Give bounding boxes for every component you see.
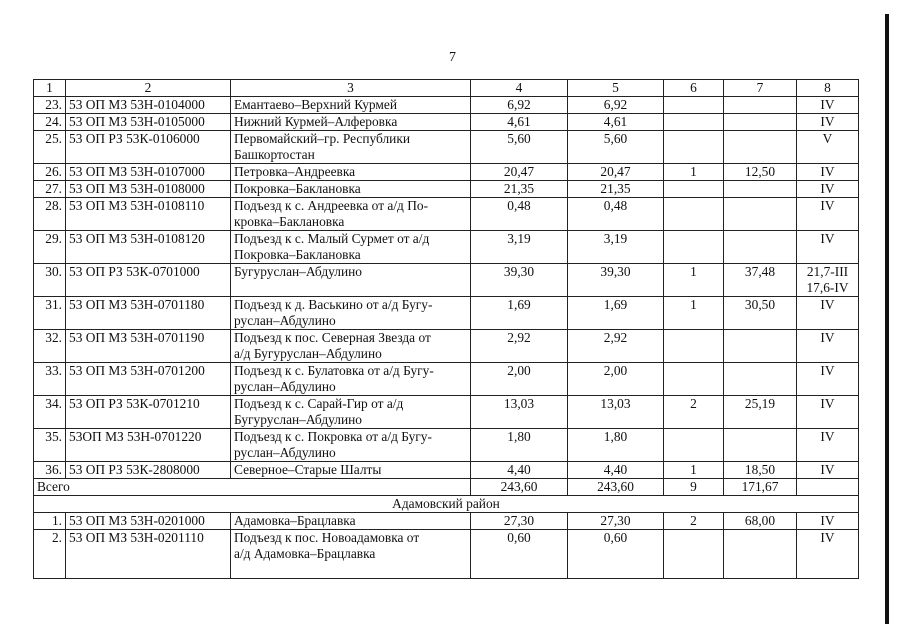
row-number: 28. <box>34 198 66 231</box>
column-header: 7 <box>724 80 797 97</box>
road-name-line: Бугуруслан–Абдулино <box>234 264 362 279</box>
bridges-count <box>664 97 724 114</box>
road-category <box>797 462 859 479</box>
length-total: 1,69 <box>471 297 568 330</box>
length-col5: 1,80 <box>568 429 664 462</box>
road-category <box>797 530 859 579</box>
road-category <box>797 131 859 164</box>
road-name <box>231 131 471 164</box>
bridges-count: 1 <box>664 297 724 330</box>
total-label: Всего <box>34 479 471 496</box>
road-category-line: IV <box>820 97 835 112</box>
road-name-line: кровка–Баклановка <box>234 214 345 229</box>
table-row <box>34 396 859 429</box>
total-category <box>797 479 859 496</box>
row-number: 24. <box>34 114 66 131</box>
length-total: 0,48 <box>471 198 568 231</box>
bridges-count <box>664 114 724 131</box>
road-category-line: IV <box>820 530 835 545</box>
row-number: 1. <box>34 513 66 530</box>
length-col5: 4,61 <box>568 114 664 131</box>
bridges-count <box>664 530 724 579</box>
length-col5: 20,47 <box>568 164 664 181</box>
road-code: 53 ОП МЗ 53Н-0108000 <box>66 181 231 198</box>
table-row <box>34 530 859 579</box>
length-col5: 2,92 <box>568 330 664 363</box>
road-name-line: Подъезд к пос. Северная Звезда от <box>234 330 431 345</box>
length-col5: 13,03 <box>568 396 664 429</box>
road-name-line: а/д Бугуруслан–Абдулино <box>234 346 382 361</box>
road-category <box>797 114 859 131</box>
bridges-length: 30,50 <box>724 297 797 330</box>
row-number: 25. <box>34 131 66 164</box>
bridges-length <box>724 198 797 231</box>
road-name-line: Петровка–Андреевка <box>234 164 356 179</box>
road-name-line: Северное–Старые Шалты <box>234 462 382 477</box>
road-category-line: IV <box>820 363 835 378</box>
road-name-line: Подъезд к с. Булатовка от а/д Бугу- <box>234 363 434 378</box>
road-category-line: IV <box>820 164 835 179</box>
row-number: 35. <box>34 429 66 462</box>
length-total: 27,30 <box>471 513 568 530</box>
bridges-count: 1 <box>664 462 724 479</box>
column-header: 5 <box>568 80 664 97</box>
bridges-count: 1 <box>664 164 724 181</box>
road-name <box>231 429 471 462</box>
bridges-count <box>664 363 724 396</box>
road-name <box>231 231 471 264</box>
bridges-length <box>724 530 797 579</box>
road-name-line: Бугуруслан–Абдулино <box>234 412 362 427</box>
column-header: 8 <box>797 80 859 97</box>
road-code: 53 ОП МЗ 53Н-0701190 <box>66 330 231 363</box>
total-bridges-count: 9 <box>664 479 724 496</box>
road-name <box>231 396 471 429</box>
row-number: 34. <box>34 396 66 429</box>
bridges-count <box>664 181 724 198</box>
length-total: 4,40 <box>471 462 568 479</box>
road-category-line: IV <box>820 198 835 213</box>
bridges-count <box>664 429 724 462</box>
row-number: 32. <box>34 330 66 363</box>
table-row <box>34 198 859 231</box>
page-edge-rule <box>885 14 889 624</box>
row-number: 33. <box>34 363 66 396</box>
road-code: 53 ОП МЗ 53Н-0108110 <box>66 198 231 231</box>
length-total: 0,60 <box>471 530 568 579</box>
length-col5: 27,30 <box>568 513 664 530</box>
column-header: 1 <box>34 80 66 97</box>
road-code: 53 ОП МЗ 53Н-0201110 <box>66 530 231 579</box>
road-name-line: руслан–Абдулино <box>234 379 336 394</box>
table-header-row <box>34 80 859 97</box>
length-total: 20,47 <box>471 164 568 181</box>
bridges-length: 18,50 <box>724 462 797 479</box>
length-total: 4,61 <box>471 114 568 131</box>
road-category-line: IV <box>820 114 835 129</box>
bridges-count <box>664 330 724 363</box>
road-category-line: IV <box>820 396 835 411</box>
road-name-line: Первомайский–гр. Республики <box>234 131 411 146</box>
total-row <box>34 479 859 496</box>
road-category <box>797 181 859 198</box>
table-row <box>34 330 859 363</box>
road-name-line: Подъезд к с. Андреевка от а/д По- <box>234 198 429 213</box>
bridges-length <box>724 231 797 264</box>
length-total: 2,00 <box>471 363 568 396</box>
road-category-line: IV <box>820 330 835 345</box>
table-row <box>34 513 859 530</box>
bridges-count: 2 <box>664 513 724 530</box>
table-row <box>34 462 859 479</box>
bridges-length <box>724 363 797 396</box>
road-name <box>231 330 471 363</box>
row-number: 23. <box>34 97 66 114</box>
road-name-line: Башкортостан <box>234 147 315 162</box>
district-title: Адамовский район <box>34 496 859 513</box>
column-header: 3 <box>231 80 471 97</box>
road-code: 53 ОП МЗ 53Н-0105000 <box>66 114 231 131</box>
length-col5: 5,60 <box>568 131 664 164</box>
total-length: 243,60 <box>471 479 568 496</box>
road-category <box>797 429 859 462</box>
length-total: 21,35 <box>471 181 568 198</box>
road-category <box>797 330 859 363</box>
length-col5: 0,48 <box>568 198 664 231</box>
table-row <box>34 297 859 330</box>
road-category-line: IV <box>820 429 835 444</box>
road-name-line: Подъезд к с. Сарай-Гир от а/д <box>234 396 404 411</box>
bridges-length: 25,19 <box>724 396 797 429</box>
row-number: 26. <box>34 164 66 181</box>
length-total: 1,80 <box>471 429 568 462</box>
table-row <box>34 363 859 396</box>
road-name <box>231 264 471 297</box>
bridges-length <box>724 97 797 114</box>
road-category <box>797 513 859 530</box>
road-code: 53 ОП РЗ 53К-0701000 <box>66 264 231 297</box>
table-row <box>34 97 859 114</box>
road-category-line: V <box>822 131 833 146</box>
bridges-count: 1 <box>664 264 724 297</box>
length-col5: 0,60 <box>568 530 664 579</box>
road-name-line: Нижний Курмей–Алферовка <box>234 114 398 129</box>
road-name-line: Покровка–Баклановка <box>234 247 361 262</box>
road-name <box>231 181 471 198</box>
road-name <box>231 363 471 396</box>
bridges-length: 12,50 <box>724 164 797 181</box>
road-category <box>797 97 859 114</box>
road-code: 53 ОП МЗ 53Н-0201000 <box>66 513 231 530</box>
row-number: 2. <box>34 530 66 579</box>
road-category-line: 21,7-III <box>806 264 849 279</box>
road-name-line: а/д Адамовка–Брацлавка <box>234 546 376 561</box>
road-code: 53 ОП МЗ 53Н-0107000 <box>66 164 231 181</box>
road-name <box>231 462 471 479</box>
table-row <box>34 429 859 462</box>
road-name <box>231 114 471 131</box>
road-category-line: IV <box>820 297 835 312</box>
length-col5: 21,35 <box>568 181 664 198</box>
length-col5: 3,19 <box>568 231 664 264</box>
road-code: 53 ОП МЗ 53Н-0108120 <box>66 231 231 264</box>
road-name-line: Подъезд к д. Васькино от а/д Бугу- <box>234 297 433 312</box>
table-row <box>34 131 859 164</box>
table-row <box>34 114 859 131</box>
length-col5: 1,69 <box>568 297 664 330</box>
road-category <box>797 164 859 181</box>
road-category <box>797 396 859 429</box>
table-row <box>34 231 859 264</box>
length-total: 5,60 <box>471 131 568 164</box>
road-code: 53 ОП РЗ 53К-2808000 <box>66 462 231 479</box>
table-row <box>34 181 859 198</box>
road-name <box>231 513 471 530</box>
bridges-count <box>664 198 724 231</box>
length-total: 3,19 <box>471 231 568 264</box>
length-total: 6,92 <box>471 97 568 114</box>
road-category-line: IV <box>820 181 835 196</box>
road-category <box>797 198 859 231</box>
length-col5: 4,40 <box>568 462 664 479</box>
page-number: 7 <box>449 50 456 65</box>
road-name-line: руслан–Абдулино <box>234 313 336 328</box>
bridges-length: 37,48 <box>724 264 797 297</box>
road-name <box>231 164 471 181</box>
bridges-length <box>724 181 797 198</box>
roads-table <box>33 79 859 579</box>
road-name-line: Емантаево–Верхний Курмей <box>234 97 398 112</box>
road-name-line: Адамовка–Брацлавка <box>234 513 356 528</box>
bridges-length <box>724 114 797 131</box>
row-number: 30. <box>34 264 66 297</box>
road-name-line: руслан–Абдулино <box>234 445 336 460</box>
length-total: 2,92 <box>471 330 568 363</box>
row-number: 27. <box>34 181 66 198</box>
district-row <box>34 496 859 513</box>
length-total: 39,30 <box>471 264 568 297</box>
bridges-length <box>724 131 797 164</box>
road-code: 53ОП МЗ 53Н-0701220 <box>66 429 231 462</box>
road-name-line: Покровка–Баклановка <box>234 181 361 196</box>
road-code: 53 ОП МЗ 53Н-0701180 <box>66 297 231 330</box>
bridges-length: 68,00 <box>724 513 797 530</box>
length-total: 13,03 <box>471 396 568 429</box>
road-code: 53 ОП МЗ 53Н-0701200 <box>66 363 231 396</box>
length-col5: 39,30 <box>568 264 664 297</box>
road-code: 53 ОП РЗ 53К-0106000 <box>66 131 231 164</box>
road-name-line: Подъезд к с. Покровка от а/д Бугу- <box>234 429 432 444</box>
road-category-line: 17,6-IV <box>806 280 849 295</box>
bridges-length <box>724 330 797 363</box>
bridges-count <box>664 131 724 164</box>
table-row <box>34 264 859 297</box>
column-header: 2 <box>66 80 231 97</box>
total-bridges-length: 171,67 <box>724 479 797 496</box>
bridges-count: 2 <box>664 396 724 429</box>
road-category <box>797 297 859 330</box>
road-name <box>231 530 471 579</box>
length-col5: 2,00 <box>568 363 664 396</box>
length-col5: 6,92 <box>568 97 664 114</box>
road-category <box>797 363 859 396</box>
total-col5: 243,60 <box>568 479 664 496</box>
road-code: 53 ОП МЗ 53Н-0104000 <box>66 97 231 114</box>
road-category-line: IV <box>820 462 835 477</box>
road-name <box>231 198 471 231</box>
road-name <box>231 297 471 330</box>
road-category-line: IV <box>820 231 835 246</box>
bridges-length <box>724 429 797 462</box>
table-row <box>34 164 859 181</box>
column-header: 6 <box>664 80 724 97</box>
road-name-line: Подъезд к с. Малый Сурмет от а/д <box>234 231 430 246</box>
row-number: 29. <box>34 231 66 264</box>
road-name-line: Подъезд к пос. Новоадамовка от <box>234 530 420 545</box>
road-code: 53 ОП РЗ 53К-0701210 <box>66 396 231 429</box>
road-category <box>797 231 859 264</box>
road-name <box>231 97 471 114</box>
row-number: 36. <box>34 462 66 479</box>
road-category-line: IV <box>820 513 835 528</box>
column-header: 4 <box>471 80 568 97</box>
bridges-count <box>664 231 724 264</box>
row-number: 31. <box>34 297 66 330</box>
road-category <box>797 264 859 297</box>
